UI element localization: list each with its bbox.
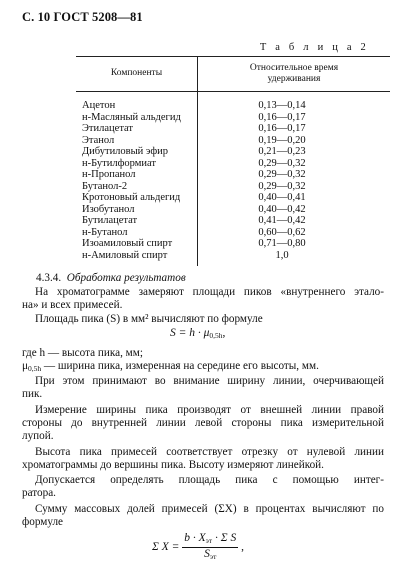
- formula-peak-area: $S = h \cdot \mu_{0,5h}$,: [170, 327, 226, 340]
- component-name: Бутилацетат: [82, 215, 138, 226]
- paragraph-sum-fractions: Сумму массовых долей примесей (ΣX) в процентах вычисляют по: [35, 503, 384, 515]
- component-name: н-Масляный альдегид: [82, 111, 181, 123]
- component-name: н-Бутанол: [82, 226, 128, 238]
- component-name: н-Бутилформиат: [82, 157, 156, 169]
- page-header: С. 10 ГОСТ 5208—81: [22, 10, 143, 24]
- component-name: Дибутиловый эфир: [82, 146, 169, 157]
- paragraph-line-width: При этом принимают во внимание ширину линии, очерчивающей: [35, 375, 384, 387]
- table-row: [82, 135, 392, 147]
- where-h: где h — высота пика, мм;: [22, 347, 143, 359]
- table-body: [82, 100, 392, 261]
- retention-time-value: 0,71—0,80: [258, 238, 306, 249]
- component-name: Изоамиловый спирт: [82, 238, 173, 249]
- component-name: Этанол: [82, 134, 115, 146]
- retention-time-value: 0,16—0,17: [258, 123, 306, 134]
- component-name: Кротоновый альдегид: [82, 192, 181, 203]
- table-row: [82, 158, 392, 170]
- retention-time-value: 0,19—0,20: [258, 134, 306, 146]
- table-row: [82, 181, 392, 193]
- table-top-rule: [76, 56, 390, 57]
- table-row: [82, 227, 392, 239]
- retention-time-value: 0,29—0,32: [258, 180, 306, 192]
- component-name: Бутанол-2: [82, 180, 128, 192]
- retention-time-value: 0,40—0,42: [258, 203, 306, 215]
- component-name: Изобутанол: [82, 203, 135, 215]
- paragraph-chromatogram: На хроматограмме замеряют площади пиков «внутреннего этало-: [35, 286, 384, 298]
- retention-time-value: 0,41—0,42: [258, 215, 306, 226]
- component-name: н-Амиловый спирт: [82, 249, 168, 261]
- paragraph-width-measure-3: лупой.: [22, 430, 54, 442]
- table-row: [82, 238, 392, 250]
- retention-time-value: 0,40—0,41: [258, 192, 306, 203]
- retention-time-value: 0,60—0,62: [258, 226, 306, 238]
- component-name: Этилацетат: [82, 123, 134, 134]
- retention-time-value: 0,29—0,32: [258, 169, 306, 180]
- table-row: [82, 123, 392, 135]
- column-header-retention-time: Относительное время удерживания: [249, 63, 339, 84]
- retention-time-value: 1,0: [275, 249, 289, 261]
- paragraph-chromatogram-cont: на» и всех примесей.: [22, 299, 123, 311]
- paragraph-peak-height: Высота пика примесей соответствует отрезку от нулевой линии: [35, 446, 384, 458]
- paragraph-integrator: Допускается определять площадь пика с помощью интег-: [35, 474, 384, 486]
- table-row: [82, 250, 392, 262]
- paragraph-sum-fractions-2: формуле: [22, 516, 63, 528]
- paragraph-line-width-cont: пик.: [22, 388, 43, 400]
- section-heading: 4.3.4. Обработка результатов: [36, 272, 186, 284]
- where-mu: $\mu_{0,5h}$ — ширина пика, измеренная на середине его высоты, мм.: [22, 360, 319, 373]
- table-caption: Т а б л и ц а 2: [259, 42, 369, 53]
- paragraph-width-measure-2: стороны до внутренней линии левой стороны пика измерительной: [22, 417, 384, 429]
- column-header-components: Компоненты: [110, 68, 163, 78]
- formula-sum-fractions: Σ X = $\frac{b \cdot X_{эт} \cdot \Sigma S}{S_{эт}}$ ,: [152, 532, 244, 561]
- component-name: н-Пропанол: [82, 169, 136, 180]
- paragraph-peak-height-2: хроматограммы до вершины пика. Высоту измеряют линейкой.: [22, 459, 324, 471]
- retention-time-value: 0,21—0,23: [258, 146, 306, 157]
- table-row: [82, 112, 392, 124]
- paragraph-integrator-2: ратора.: [22, 487, 56, 499]
- table-row: [82, 215, 392, 227]
- table-row: [82, 204, 392, 216]
- retention-time-value: 0,16—0,17: [258, 111, 306, 123]
- table-row: [82, 169, 392, 181]
- paragraph-peak-area: Площадь пика (S) в мм² вычисляют по формуле: [35, 313, 263, 325]
- table-row: [82, 146, 392, 158]
- table-row: [82, 100, 392, 112]
- table-header-rule: [76, 91, 390, 92]
- component-name: Ацетон: [82, 100, 116, 111]
- retention-time-value: 0,13—0,14: [258, 100, 306, 111]
- paragraph-width-measure: Измерение ширины пика производят от внешней линии правой: [35, 404, 384, 416]
- table-row: [82, 192, 392, 204]
- retention-time-value: 0,29—0,32: [258, 157, 306, 169]
